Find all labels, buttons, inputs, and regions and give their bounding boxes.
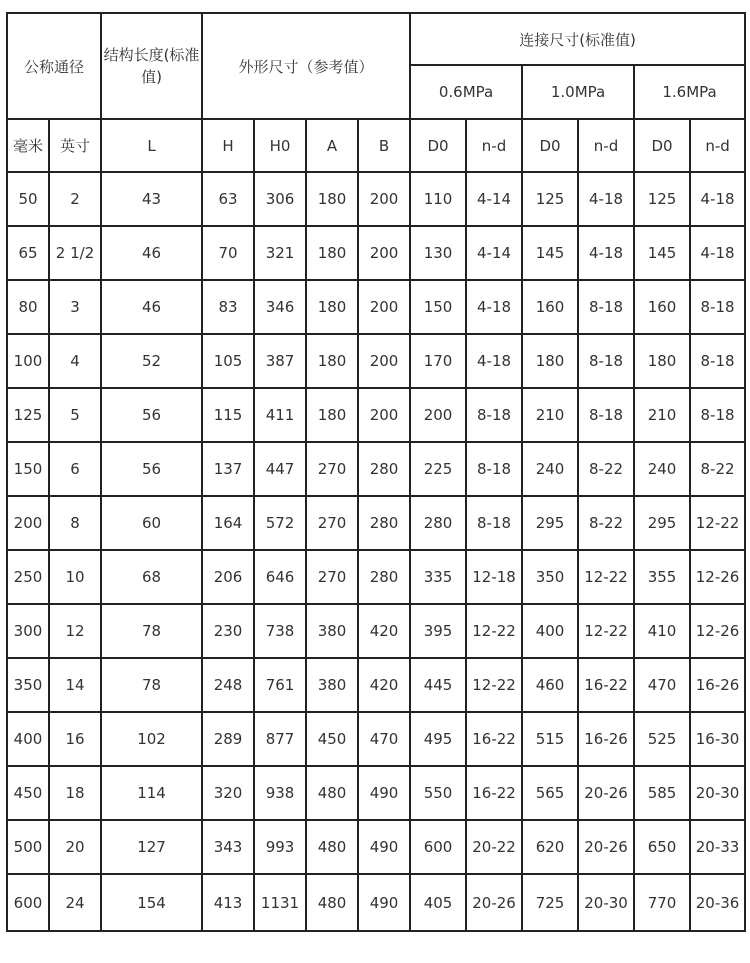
table-cell: 725 xyxy=(522,874,578,931)
table-cell: 210 xyxy=(522,388,578,442)
table-cell: 445 xyxy=(410,658,466,712)
table-cell: 395 xyxy=(410,604,466,658)
table-cell: 380 xyxy=(306,658,358,712)
table-cell: 200 xyxy=(410,388,466,442)
table-cell: 2 1/2 xyxy=(49,226,101,280)
table-cell: 550 xyxy=(410,766,466,820)
table-cell: 270 xyxy=(306,496,358,550)
table-cell: 8-18 xyxy=(578,388,634,442)
table-cell: 490 xyxy=(358,820,410,874)
table-row xyxy=(7,604,745,658)
table-cell: 5 xyxy=(49,388,101,442)
table-cell: 16-22 xyxy=(466,712,522,766)
table-cell: 200 xyxy=(358,280,410,334)
table-cell: 20-22 xyxy=(466,820,522,874)
table-cell: 6 xyxy=(49,442,101,496)
table-cell: 145 xyxy=(634,226,690,280)
table-cell: 125 xyxy=(7,388,49,442)
table-cell: 137 xyxy=(202,442,254,496)
table-cell: 480 xyxy=(306,820,358,874)
table-cell: 620 xyxy=(522,820,578,874)
table-cell: 877 xyxy=(254,712,306,766)
table-cell: 180 xyxy=(634,334,690,388)
header-mm: 毫米 xyxy=(7,119,49,172)
table-cell: 380 xyxy=(306,604,358,658)
table-cell: 12-22 xyxy=(466,604,522,658)
table-cell: 470 xyxy=(634,658,690,712)
table-cell: 164 xyxy=(202,496,254,550)
table-row xyxy=(7,820,745,874)
table-cell: 68 xyxy=(101,550,202,604)
table-cell: 565 xyxy=(522,766,578,820)
table-cell: 12-22 xyxy=(690,496,745,550)
table-cell: 4-18 xyxy=(466,280,522,334)
table-cell: 4-14 xyxy=(466,172,522,226)
table-cell: 12 xyxy=(49,604,101,658)
table-cell: 20-30 xyxy=(690,766,745,820)
table-cell: 83 xyxy=(202,280,254,334)
table-cell: 289 xyxy=(202,712,254,766)
table-cell: 12-26 xyxy=(690,604,745,658)
table-cell: 160 xyxy=(522,280,578,334)
table-cell: 8-22 xyxy=(690,442,745,496)
table-row xyxy=(7,766,745,820)
table-cell: 460 xyxy=(522,658,578,712)
table-cell: 180 xyxy=(306,226,358,280)
table-cell: 46 xyxy=(101,280,202,334)
table-cell: 70 xyxy=(202,226,254,280)
table-cell: 16-22 xyxy=(466,766,522,820)
table-cell: 200 xyxy=(358,334,410,388)
table-row xyxy=(7,442,745,496)
table-cell: 450 xyxy=(7,766,49,820)
header-D0-0-6: D0 xyxy=(410,119,466,172)
table-row xyxy=(7,496,745,550)
table-cell: 270 xyxy=(306,550,358,604)
header-pressure-0-6: 0.6MPa xyxy=(410,65,522,119)
table-row xyxy=(7,334,745,388)
table-cell: 16-26 xyxy=(578,712,634,766)
table-cell: 410 xyxy=(634,604,690,658)
header-D0-1-0: D0 xyxy=(522,119,578,172)
table-cell: 16-30 xyxy=(690,712,745,766)
table-cell: 420 xyxy=(358,658,410,712)
table-cell: 8-18 xyxy=(578,334,634,388)
table-cell: 24 xyxy=(49,874,101,931)
header-connection-dimensions: 连接尺寸(标准值) xyxy=(410,13,745,65)
table-cell: 20-26 xyxy=(578,766,634,820)
table-cell: 300 xyxy=(7,604,49,658)
table-cell: 12-18 xyxy=(466,550,522,604)
table-cell: 400 xyxy=(522,604,578,658)
table-cell: 8-18 xyxy=(466,496,522,550)
table-cell: 18 xyxy=(49,766,101,820)
table-cell: 56 xyxy=(101,388,202,442)
header-outline-dimensions: 外形尺寸（参考值） xyxy=(202,13,410,119)
table-cell: 738 xyxy=(254,604,306,658)
table-cell: 8-18 xyxy=(578,280,634,334)
table-cell: 938 xyxy=(254,766,306,820)
table-cell: 321 xyxy=(254,226,306,280)
table-cell: 646 xyxy=(254,550,306,604)
table-row xyxy=(7,280,745,334)
header-H0: H0 xyxy=(254,119,306,172)
header-nd-1-0: n-d xyxy=(578,119,634,172)
table-cell: 250 xyxy=(7,550,49,604)
table-cell: 154 xyxy=(101,874,202,931)
table-cell: 770 xyxy=(634,874,690,931)
table-cell: 102 xyxy=(101,712,202,766)
table-cell: 585 xyxy=(634,766,690,820)
table-cell: 200 xyxy=(358,388,410,442)
table-cell: 180 xyxy=(306,172,358,226)
table-cell: 20-36 xyxy=(690,874,745,931)
table-cell: 10 xyxy=(49,550,101,604)
table-cell: 280 xyxy=(410,496,466,550)
table-cell: 20 xyxy=(49,820,101,874)
table-cell: 125 xyxy=(634,172,690,226)
header-B: B xyxy=(358,119,410,172)
table-cell: 515 xyxy=(522,712,578,766)
table-cell: 8-18 xyxy=(690,334,745,388)
header-nd-0-6: n-d xyxy=(466,119,522,172)
table-row xyxy=(7,388,745,442)
table-cell: 20-30 xyxy=(578,874,634,931)
table-cell: 150 xyxy=(410,280,466,334)
table-row xyxy=(7,658,745,712)
header-A: A xyxy=(306,119,358,172)
table-cell: 20-33 xyxy=(690,820,745,874)
table-cell: 115 xyxy=(202,388,254,442)
table-cell: 280 xyxy=(358,496,410,550)
table-cell: 480 xyxy=(306,766,358,820)
table-cell: 105 xyxy=(202,334,254,388)
table-cell: 490 xyxy=(358,874,410,931)
table-cell: 170 xyxy=(410,334,466,388)
table-cell: 114 xyxy=(101,766,202,820)
table-cell: 2 xyxy=(49,172,101,226)
table-cell: 4-18 xyxy=(690,172,745,226)
table-cell: 12-22 xyxy=(466,658,522,712)
table-cell: 150 xyxy=(7,442,49,496)
table-cell: 180 xyxy=(306,280,358,334)
table-cell: 993 xyxy=(254,820,306,874)
table-cell: 572 xyxy=(254,496,306,550)
table-cell: 447 xyxy=(254,442,306,496)
table-cell: 65 xyxy=(7,226,49,280)
table-cell: 180 xyxy=(306,388,358,442)
table-cell: 387 xyxy=(254,334,306,388)
table-cell: 12-22 xyxy=(578,550,634,604)
header-structure-length: 结构长度(标准值) xyxy=(101,13,202,119)
header-D0-1-6: D0 xyxy=(634,119,690,172)
table-cell: 8-18 xyxy=(690,280,745,334)
table-cell: 78 xyxy=(101,658,202,712)
table-cell: 411 xyxy=(254,388,306,442)
table-cell: 78 xyxy=(101,604,202,658)
table-cell: 248 xyxy=(202,658,254,712)
table-cell: 16-26 xyxy=(690,658,745,712)
table-cell: 4-18 xyxy=(578,226,634,280)
table-cell: 50 xyxy=(7,172,49,226)
table-cell: 306 xyxy=(254,172,306,226)
valve-dimension-table xyxy=(6,12,746,932)
table-cell: 600 xyxy=(7,874,49,931)
table-cell: 240 xyxy=(522,442,578,496)
table-cell: 335 xyxy=(410,550,466,604)
table-cell: 206 xyxy=(202,550,254,604)
table-cell: 12-22 xyxy=(578,604,634,658)
table-cell: 110 xyxy=(410,172,466,226)
table-cell: 413 xyxy=(202,874,254,931)
table-row xyxy=(7,226,745,280)
table-cell: 230 xyxy=(202,604,254,658)
table-cell: 52 xyxy=(101,334,202,388)
table-cell: 270 xyxy=(306,442,358,496)
table-cell: 1131 xyxy=(254,874,306,931)
table-cell: 180 xyxy=(522,334,578,388)
table-cell: 127 xyxy=(101,820,202,874)
table-cell: 63 xyxy=(202,172,254,226)
table-cell: 8-18 xyxy=(690,388,745,442)
header-L: L xyxy=(101,119,202,172)
header-inch: 英寸 xyxy=(49,119,101,172)
table-cell: 225 xyxy=(410,442,466,496)
header-H: H xyxy=(202,119,254,172)
table-cell: 280 xyxy=(358,550,410,604)
table-cell: 4-18 xyxy=(578,172,634,226)
table-cell: 210 xyxy=(634,388,690,442)
table-cell: 320 xyxy=(202,766,254,820)
table-cell: 16-22 xyxy=(578,658,634,712)
table-cell: 8-18 xyxy=(466,388,522,442)
table-row xyxy=(7,550,745,604)
table-cell: 420 xyxy=(358,604,410,658)
table-cell: 495 xyxy=(410,712,466,766)
table-cell: 295 xyxy=(522,496,578,550)
table-cell: 4-18 xyxy=(690,226,745,280)
table-cell: 650 xyxy=(634,820,690,874)
table-cell: 761 xyxy=(254,658,306,712)
table-cell: 240 xyxy=(634,442,690,496)
table-cell: 8-22 xyxy=(578,442,634,496)
table-cell: 525 xyxy=(634,712,690,766)
table-cell: 600 xyxy=(410,820,466,874)
table-cell: 295 xyxy=(634,496,690,550)
table-cell: 160 xyxy=(634,280,690,334)
table-cell: 20-26 xyxy=(578,820,634,874)
table-cell: 500 xyxy=(7,820,49,874)
table-cell: 490 xyxy=(358,766,410,820)
table-cell: 350 xyxy=(7,658,49,712)
table-cell: 180 xyxy=(306,334,358,388)
table-cell: 60 xyxy=(101,496,202,550)
table-cell: 43 xyxy=(101,172,202,226)
table-row xyxy=(7,874,745,931)
header-pressure-1-6: 1.6MPa xyxy=(634,65,745,119)
table-row xyxy=(7,172,745,226)
table-cell: 20-26 xyxy=(466,874,522,931)
table-cell: 56 xyxy=(101,442,202,496)
table-cell: 355 xyxy=(634,550,690,604)
table-cell: 8-22 xyxy=(578,496,634,550)
table-cell: 16 xyxy=(49,712,101,766)
table-cell: 12-26 xyxy=(690,550,745,604)
table-cell: 346 xyxy=(254,280,306,334)
table-body xyxy=(7,172,745,931)
table-cell: 200 xyxy=(358,226,410,280)
table-cell: 8 xyxy=(49,496,101,550)
table-cell: 4 xyxy=(49,334,101,388)
table-cell: 350 xyxy=(522,550,578,604)
header-nominal-diameter: 公称通径 xyxy=(7,13,101,119)
table-row xyxy=(7,712,745,766)
table-cell: 145 xyxy=(522,226,578,280)
table-cell: 80 xyxy=(7,280,49,334)
table-cell: 3 xyxy=(49,280,101,334)
table-cell: 480 xyxy=(306,874,358,931)
table-cell: 343 xyxy=(202,820,254,874)
table-cell: 14 xyxy=(49,658,101,712)
header-pressure-1-0: 1.0MPa xyxy=(522,65,634,119)
table-cell: 470 xyxy=(358,712,410,766)
table-cell: 280 xyxy=(358,442,410,496)
table-cell: 8-18 xyxy=(466,442,522,496)
table-cell: 400 xyxy=(7,712,49,766)
table-cell: 46 xyxy=(101,226,202,280)
table-cell: 4-14 xyxy=(466,226,522,280)
table-cell: 130 xyxy=(410,226,466,280)
table-cell: 200 xyxy=(7,496,49,550)
table-cell: 200 xyxy=(358,172,410,226)
header-nd-1-6: n-d xyxy=(690,119,745,172)
table-cell: 405 xyxy=(410,874,466,931)
table-cell: 450 xyxy=(306,712,358,766)
table-cell: 125 xyxy=(522,172,578,226)
table-cell: 4-18 xyxy=(466,334,522,388)
table-cell: 100 xyxy=(7,334,49,388)
